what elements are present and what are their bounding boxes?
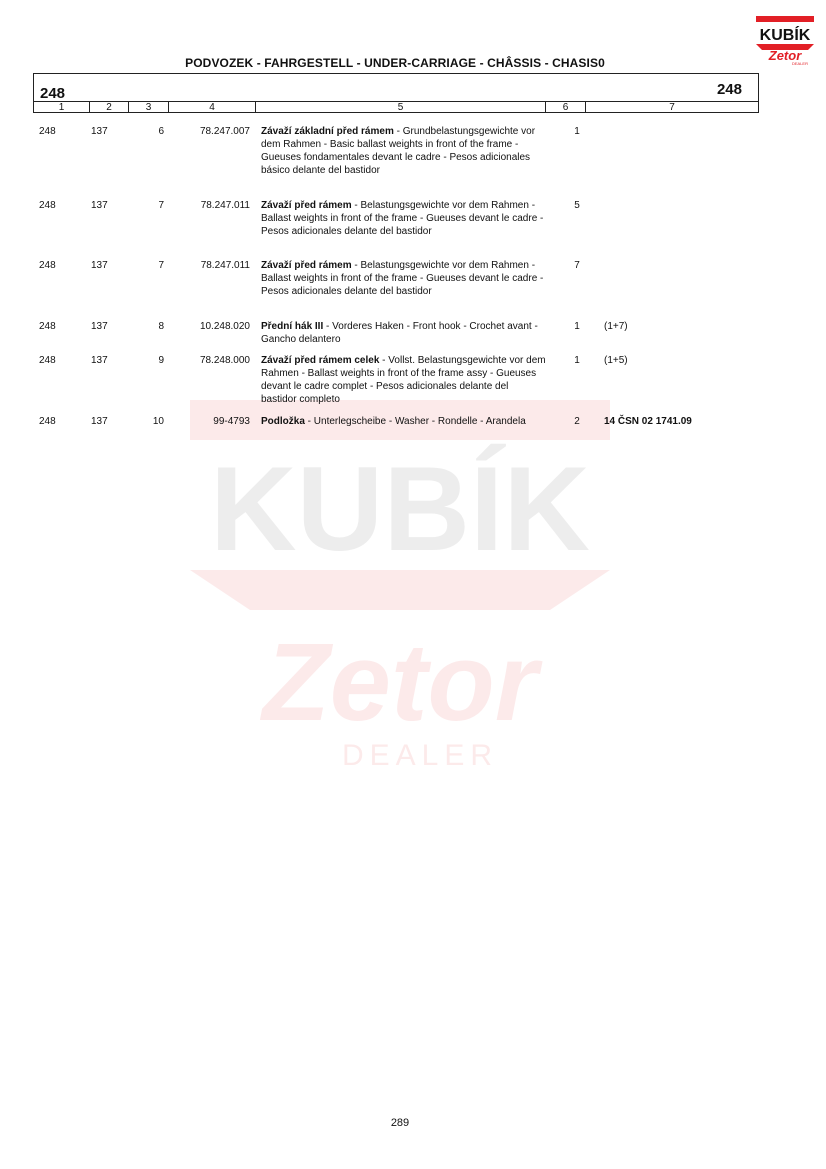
part-name: Přední hák III xyxy=(261,321,324,332)
cell-note: (1+5) xyxy=(604,355,628,366)
cell-figure: 137 xyxy=(91,260,108,271)
cell-figure: 137 xyxy=(91,416,108,427)
svg-text:DEALER: DEALER xyxy=(791,61,809,66)
cell-position: 7 xyxy=(158,200,164,211)
column-header-row xyxy=(34,101,758,113)
watermark-logo xyxy=(180,400,620,780)
table-header xyxy=(33,73,759,113)
part-name: Závaží základní před rámem xyxy=(261,126,394,137)
svg-text:Zetor: Zetor xyxy=(768,48,802,63)
svg-text:Zetor: Zetor xyxy=(262,621,538,744)
cell-position: 6 xyxy=(158,126,164,137)
column-header: 4 xyxy=(169,102,256,113)
page-number: 289 xyxy=(390,1117,410,1129)
group-number-right: 248 xyxy=(716,81,742,98)
cell-part-number: 78.247.007 xyxy=(199,126,250,137)
cell-group: 248 xyxy=(39,126,56,137)
cell-part-number: 99-4793 xyxy=(213,416,250,427)
svg-text:KUBÍK: KUBÍK xyxy=(210,442,590,576)
cell-group: 248 xyxy=(39,260,56,271)
part-name: Závaží před rámem xyxy=(261,200,352,211)
cell-part-number: 78.248.000 xyxy=(199,355,250,366)
cell-note: 14 ČSN 02 1741.09 xyxy=(604,416,692,427)
part-translations: - Vorderes Haken - Front hook - Crochet avant - Gancho delantero xyxy=(261,321,538,345)
cell-figure: 137 xyxy=(91,126,108,137)
cell-group: 248 xyxy=(39,200,56,211)
cell-position: 8 xyxy=(158,321,164,332)
cell-group: 248 xyxy=(39,355,56,366)
part-name: Závaží před rámem xyxy=(261,260,352,271)
cell-figure: 137 xyxy=(91,200,108,211)
cell-figure: 137 xyxy=(91,355,108,366)
cell-quantity: 1 xyxy=(574,355,580,366)
column-header: 3 xyxy=(129,102,169,113)
cell-position: 7 xyxy=(158,260,164,271)
part-translations: - Vollst. Belastungsgewichte vor dem Rahmen - Ballast weights in front of the frame assy - Gueuses devant le cadre complet - Pesos adicionales delante del bastidor completo xyxy=(261,355,546,405)
cell-position: 9 xyxy=(158,355,164,366)
part-translations: - Belastungsgewichte vor dem Rahmen - Ballast weights in front of the frame - Gueuses devant le cadre - Pesos adicionales delante del bastidor xyxy=(261,200,544,237)
column-header: 2 xyxy=(90,102,129,113)
cell-part-number: 78.247.011 xyxy=(200,260,250,271)
part-translations: - Belastungsgewichte vor dem Rahmen - Ballast weights in front of the frame - Gueuses devant le cadre - Pesos adicionales delante del bastidor xyxy=(261,260,544,297)
cell-description xyxy=(261,199,546,238)
svg-text:KUBÍK: KUBÍK xyxy=(759,27,811,44)
cell-group: 248 xyxy=(39,321,56,332)
cell-description xyxy=(261,354,546,406)
cell-description xyxy=(261,125,546,177)
cell-group: 248 xyxy=(39,416,56,427)
svg-text:DEALER: DEALER xyxy=(341,739,499,772)
cell-description xyxy=(261,259,546,298)
column-header: 1 xyxy=(34,102,90,113)
cell-quantity: 5 xyxy=(574,200,580,211)
column-header: 7 xyxy=(669,102,675,113)
cell-quantity: 1 xyxy=(574,321,580,332)
part-translations: - Grundbelastungsgewichte vor dem Rahmen - Basic ballast weights in front of the frame - Gueuses fondamentales devant le cadre - Pesos adicionales básico delante del bastidor xyxy=(261,126,536,176)
cell-part-number: 78.247.011 xyxy=(200,200,250,211)
cell-figure: 137 xyxy=(91,321,108,332)
part-name: Podložka xyxy=(261,416,305,427)
cell-quantity: 1 xyxy=(574,126,580,137)
part-translations: - Unterlegscheibe - Washer - Rondelle - Arandela xyxy=(304,416,526,427)
cell-quantity: 7 xyxy=(574,260,580,271)
cell-quantity: 2 xyxy=(574,416,580,427)
cell-note: (1+7) xyxy=(604,321,628,332)
column-header: 6 xyxy=(546,102,586,113)
group-number-left: 248 xyxy=(40,85,66,102)
column-header: 5 xyxy=(256,102,546,113)
cell-description xyxy=(261,320,546,346)
cell-description xyxy=(261,415,546,428)
cell-position: 10 xyxy=(152,416,164,427)
cell-part-number: 10.248.020 xyxy=(199,321,250,332)
section-title: PODVOZEK - FAHRGESTELL - UNDER-CARRIAGE - CHÂSSIS - CHASIS0 xyxy=(185,56,605,70)
part-name: Závaží před rámem celek xyxy=(261,355,380,366)
